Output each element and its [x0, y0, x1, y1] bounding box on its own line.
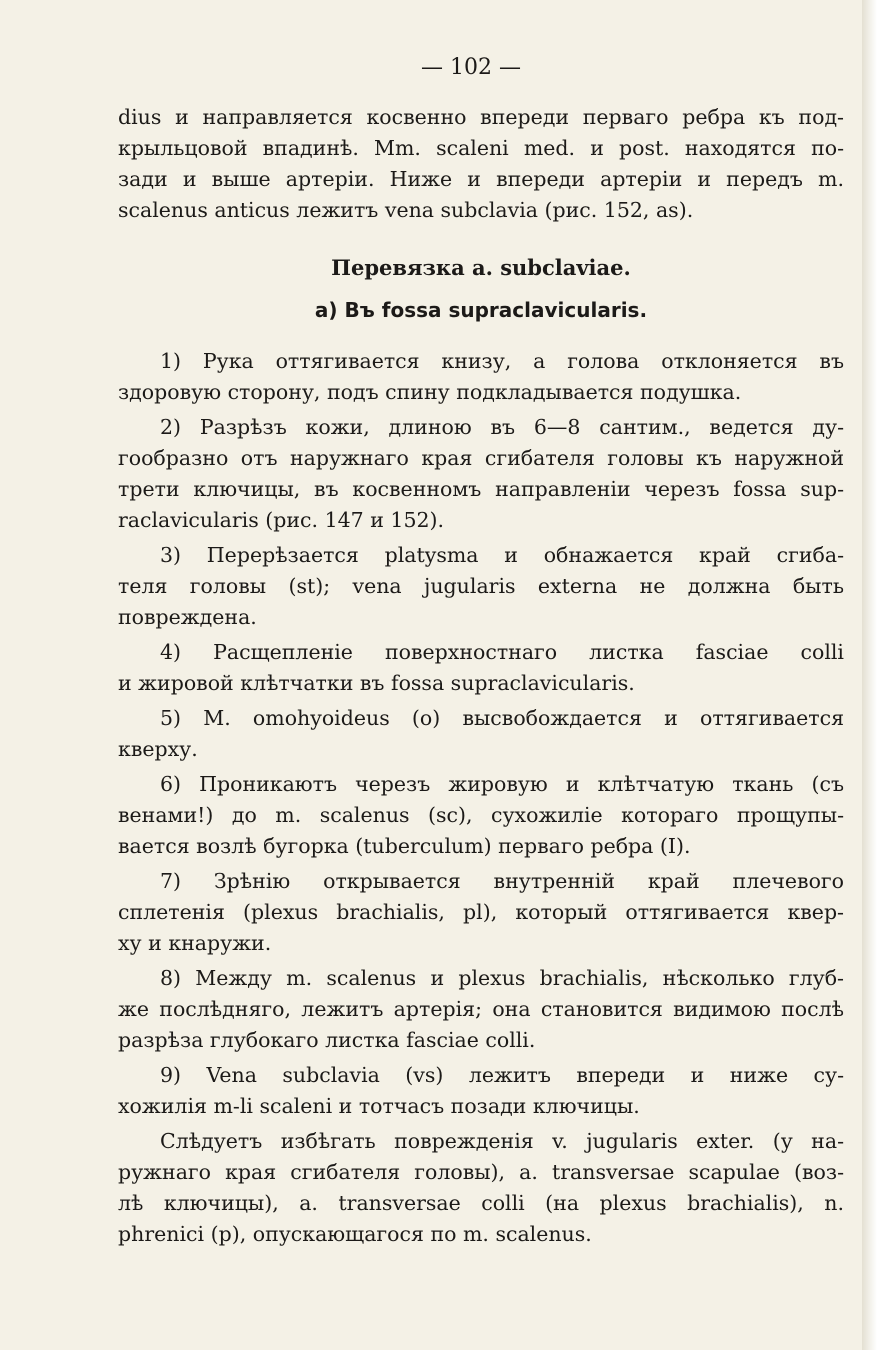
text-line: 9) Vena subclavia (vs) лежитъ впереди и ниже су-	[160, 1063, 844, 1087]
text-line: phrenici (p), опускающагося по m. scalenus.	[118, 1222, 592, 1246]
text-line: 5) M. omohyoideus (o) высвобождается и оттягивается	[160, 706, 844, 730]
text-line: теля головы (st); vena jugularis externa не должна быть	[118, 574, 844, 598]
text-line: вается возлѣ бугорка (tuberculum) перваго ребра (I).	[118, 834, 691, 858]
text-line: трети ключицы, въ косвенномъ направленіи черезъ fossa sup-	[118, 477, 844, 501]
text-line: Слѣдуетъ избѣгать поврежденія v. jugularis exter. (у на-	[160, 1129, 844, 1153]
step-paragraph	[118, 540, 844, 633]
text-line: ху и кнаружи.	[118, 931, 272, 955]
step-paragraph	[118, 637, 844, 699]
step-paragraph	[118, 1060, 844, 1122]
text-line: кверху.	[118, 737, 198, 761]
text-line: 8) Между m. scalenus и plexus brachialis, нѣсколько глуб-	[160, 966, 844, 990]
section-heading: Перевязка a. subclaviae.	[331, 255, 631, 280]
step-paragraph	[118, 412, 844, 536]
page-edge	[862, 0, 877, 1350]
text-line: ружнаго края сгибателя головы), a. transversae scapulae (воз-	[118, 1160, 844, 1184]
text-line: raclavicularis (рис. 147 и 152).	[118, 508, 445, 532]
closing-paragraph	[118, 1126, 844, 1250]
text-line: разрѣза глубокаго листка fasciae colli.	[118, 1028, 536, 1052]
page-content	[118, 52, 844, 1250]
subsection-heading: a) Въ fossa supraclavicularis.	[314, 298, 648, 322]
text-line: scalenus anticus лежитъ vena subclavia (рис. 152, as).	[118, 198, 694, 222]
page-number: — 102 —	[421, 55, 521, 80]
text-line: зади и выше артеріи. Ниже и впереди артеріи и передъ m.	[118, 167, 844, 191]
step-paragraph	[118, 346, 844, 408]
text-line: сплетенія (plexus brachialis, pl), который оттягивается квер-	[118, 900, 844, 924]
text-line: 3) Перерѣзается platysma и обнажается край сгиба-	[160, 543, 844, 567]
text-line: 1) Рука оттягивается книзу, а голова отклоняется въ	[160, 349, 844, 373]
text-line: dius и направляется косвенно впереди перваго ребра къ под-	[118, 105, 844, 129]
text-line: гообразно отъ наружнаго края сгибателя головы къ наружной	[118, 446, 844, 470]
text-line: крыльцовой впадинѣ. Mm. scaleni med. и post. находятся по-	[118, 136, 844, 160]
text-line: 6) Проникаютъ черезъ жировую и клѣтчатую ткань (съ	[160, 772, 844, 796]
text-line: повреждена.	[118, 605, 257, 629]
step-paragraph	[118, 866, 844, 959]
text-line: здоровую сторону, подъ спину подкладывается подушка.	[118, 380, 742, 404]
step-paragraph	[118, 963, 844, 1056]
text-line: 4) Расщепленіе поверхностнаго листка fasciae colli	[160, 640, 844, 664]
text-line: венами!) до m. scalenus (sc), сухожиліе котораго прощупы-	[118, 803, 844, 827]
text-line: 2) Разрѣзъ кожи, длиною въ 6—8 сантим., ведется ду-	[160, 415, 844, 439]
step-paragraph	[118, 703, 844, 765]
text-line: же послѣдняго, лежитъ артерія; она становится видимою послѣ	[118, 997, 844, 1021]
text-line: хожилія m-li scaleni и тотчасъ позади ключицы.	[118, 1094, 640, 1118]
text-line: лѣ ключицы), a. transversae colli (на plexus brachialis), n.	[118, 1191, 844, 1215]
text-line: и жировой клѣтчатки въ fossa supraclavicularis.	[118, 671, 635, 695]
intro-paragraph	[118, 102, 844, 226]
text-line: 7) Зрѣнію открывается внутренній край плечевого	[160, 869, 844, 893]
step-paragraph	[118, 769, 844, 862]
